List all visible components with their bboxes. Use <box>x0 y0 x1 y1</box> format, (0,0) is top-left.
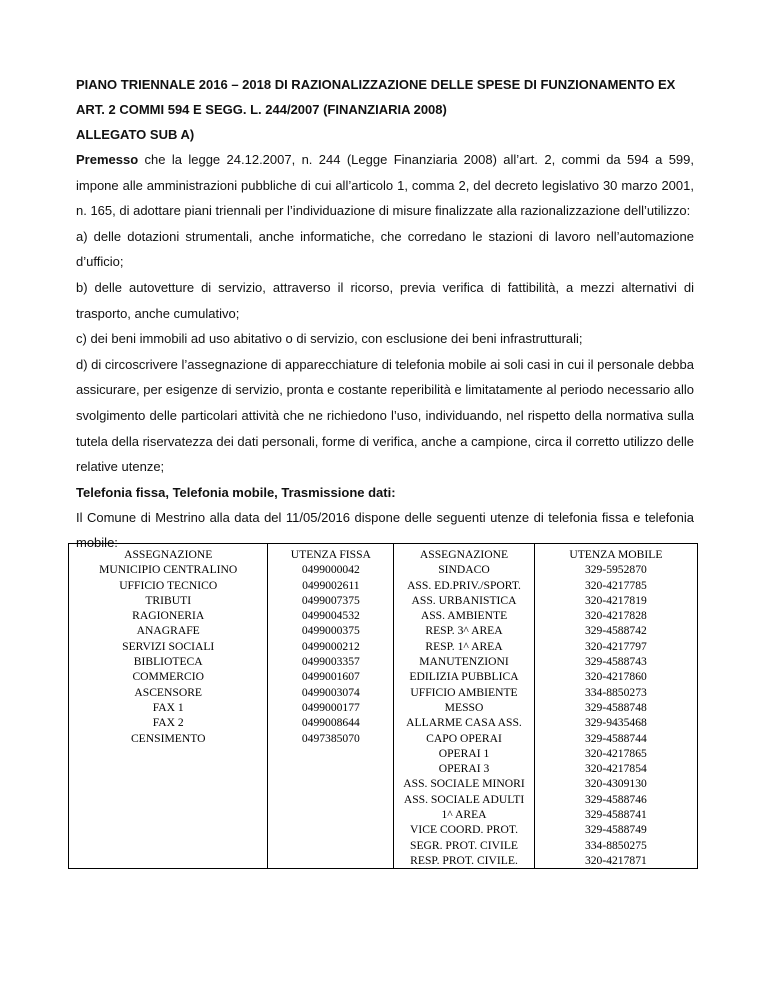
section-paragraph: Il Comune di Mestrino alla data del 11/05/2016 dispone delle seguenti utenze di telefonia fissa e telefonia mobile: <box>76 509 694 551</box>
fixed-number-cell: 0499007375 <box>301 593 360 607</box>
fixed-number-cell: 0499000042 <box>301 563 360 577</box>
mobile-assignment-cell: RESP. 3^ AREA <box>425 624 503 638</box>
fixed-number-cell: 0497385070 <box>301 731 360 745</box>
fixed-number-cell: 0499000177 <box>301 700 360 714</box>
mobile-assignment-column <box>394 544 535 869</box>
fixed-assignment-cell: TRIBUTI <box>145 593 192 607</box>
fixed-assignment-cell: COMMERCIO <box>132 670 204 684</box>
mobile-number-column <box>534 544 697 869</box>
mobile-number-cell: 320-4217785 <box>584 578 647 592</box>
fixed-assignment-cell: RAGIONERIA <box>132 609 205 623</box>
utenze-table <box>68 543 698 869</box>
mobile-number-cell: 334-8850273 <box>584 685 647 699</box>
mobile-assignment-cell: UFFICIO AMBIENTE <box>410 685 518 699</box>
mobile-number-cell: 334-8850275 <box>584 838 647 852</box>
table-row <box>69 544 698 869</box>
mobile-number-cell: 320-4217854 <box>584 762 647 776</box>
column-header-assegnazione-fissa: ASSEGNAZIONE <box>124 548 213 561</box>
mobile-assignment-cell: ASS. SOCIALE MINORI <box>403 777 525 791</box>
column-header-utenza-fissa: UTENZA FISSA <box>290 548 371 561</box>
mobile-assignment-cell: OPERAI 1 <box>438 746 490 760</box>
mobile-number-cell: 329-4588744 <box>584 731 647 745</box>
document-title-line-2: ART. 2 COMMI 594 E SEGG. L. 244/2007 (FINANZIARIA 2008) <box>76 102 447 117</box>
mobile-number-cell: 320-4217797 <box>584 639 647 653</box>
fixed-number-cell: 0499000212 <box>301 639 360 653</box>
mobile-assignment-cell: RESP. PROT. CIVILE. <box>410 853 518 867</box>
mobile-assignment-cell: EDILIZIA PUBBLICA <box>409 670 519 684</box>
mobile-assignment-cell: MESSO <box>444 700 484 714</box>
fixed-assignment-cell: FAX 1 <box>152 700 184 714</box>
intro-paragraph <box>76 147 694 224</box>
mobile-assignment-cell: ASS. SOCIALE ADULTI <box>403 792 525 806</box>
mobile-number-cell: 320-4217828 <box>584 609 647 623</box>
fixed-number-column <box>268 544 394 869</box>
fixed-assignment-cell: BIBLIOTECA <box>133 655 203 669</box>
document-title-line-1: PIANO TRIENNALE 2016 – 2018 DI RAZIONALIZZAZIONE DELLE SPESE DI FUNZIONAMENTO EX <box>76 77 676 92</box>
mobile-assignment-cell: SEGR. PROT. CIVILE <box>410 838 518 852</box>
mobile-number-cell: 329-4588742 <box>584 624 647 638</box>
fixed-assignment-cell: UFFICIO TECNICO <box>119 578 218 592</box>
mobile-number-cell: 329-9435468 <box>584 716 647 730</box>
mobile-number-cell: 329-4588748 <box>584 700 647 714</box>
list-item-b: b) delle autovetture di servizio, attraverso il ricorso, previa verifica di fattibilità, a mezzi alternativi di trasporto, anche cumulativo; <box>76 279 694 321</box>
mobile-number-cell: 329-4588743 <box>584 655 647 669</box>
fixed-number-cell: 0499004532 <box>301 609 360 623</box>
intro-lead: Premesso <box>76 152 139 167</box>
fixed-assignment-cell: FAX 2 <box>152 716 184 730</box>
mobile-assignment-cell: ASS. URBANISTICA <box>411 593 517 607</box>
column-header-assegnazione-mobile: ASSEGNAZIONE <box>419 548 509 561</box>
fixed-number-cell: 0499000375 <box>301 624 360 638</box>
fixed-assignment-cell: SERVIZI SOCIALI <box>122 639 215 653</box>
mobile-assignment-cell: ALLARME CASA ASS. <box>406 716 522 730</box>
mobile-number-cell: 320-4309130 <box>584 777 647 791</box>
fixed-assignment-cell: ANAGRAFE <box>136 624 200 638</box>
fixed-number-cell: 0499002611 <box>302 578 360 592</box>
fixed-assignment-column <box>69 544 268 869</box>
list-item-a: a) delle dotazioni strumentali, anche informatiche, che corredano le stazioni di lavoro nell’automazione d’ufficio; <box>76 228 694 270</box>
mobile-assignment-cell: OPERAI 3 <box>438 762 490 776</box>
fixed-assignment-cell: MUNICIPIO CENTRALINO <box>99 563 238 577</box>
mobile-number-cell: 329-4588741 <box>584 808 647 822</box>
mobile-assignment-cell: ASS. AMBIENTE <box>420 609 508 623</box>
mobile-assignment-cell: ASS. ED.PRIV./SPORT. <box>407 578 521 592</box>
fixed-number-cell: 0499008644 <box>301 716 360 730</box>
mobile-number-cell: 329-5952870 <box>584 563 647 577</box>
mobile-number-cell: 329-4588746 <box>584 792 647 806</box>
document-page <box>76 72 694 556</box>
mobile-number-cell: 320-4217819 <box>584 593 647 607</box>
list-item-c: c) dei beni immobili ad uso abitativo o di servizio, con esclusione dei beni infrastrutturali; <box>76 331 583 347</box>
mobile-assignment-cell: RESP. 1^ AREA <box>425 639 503 653</box>
intro-text: che la legge 24.12.2007, n. 244 (Legge Finanziaria 2008) all’art. 2, commi da 594 a 599, impone alle amministrazioni pubbliche di cui all’articolo 1, comma 2, del decreto legislativo 30 marzo 2001, n. 165, di adottare piani triennali per l’individuazione di misure finalizzate alla razionalizzazione dell’utilizzo: <box>76 152 694 219</box>
mobile-number-cell: 329-4588749 <box>584 823 647 837</box>
mobile-assignment-cell: 1^ AREA <box>441 808 487 822</box>
mobile-assignment-cell: SINDACO <box>438 563 490 577</box>
column-header-utenza-mobile: UTENZA MOBILE <box>569 548 663 561</box>
fixed-assignment-cell: CENSIMENTO <box>130 731 206 745</box>
mobile-assignment-cell: VICE COORD. PROT. <box>410 823 519 837</box>
fixed-assignment-cell: ASCENSORE <box>134 685 203 699</box>
mobile-assignment-cell: MANUTENZIONI <box>419 655 509 669</box>
mobile-number-cell: 320-4217860 <box>584 670 647 684</box>
mobile-number-cell: 320-4217865 <box>584 746 647 760</box>
fixed-number-cell: 0499001607 <box>301 670 360 684</box>
mobile-number-cell: 320-4217871 <box>584 853 647 867</box>
section-title: Telefonia fissa, Telefonia mobile, Trasmissione dati: <box>76 484 396 500</box>
mobile-assignment-cell: CAPO OPERAI <box>426 731 502 745</box>
list-item-d: d) di circoscrivere l’assegnazione di apparecchiature di telefonia mobile ai soli casi in cui il personale debba assicurare, per esigenze di servizio, pronta e costante reperibilità e limitatamente al periodo necessario allo svolgimento delle particolari attività che ne richiedono l’uso, individuando, nel rispetto della normativa sulla tutela della riservatezza dei dati personali, forme di verifica, anche a campione, circa il corretto utilizzo delle relative utenze; <box>76 356 694 475</box>
fixed-number-cell: 0499003357 <box>301 655 360 669</box>
attachment-label: ALLEGATO SUB A) <box>76 127 195 142</box>
fixed-number-cell: 0499003074 <box>301 685 360 699</box>
